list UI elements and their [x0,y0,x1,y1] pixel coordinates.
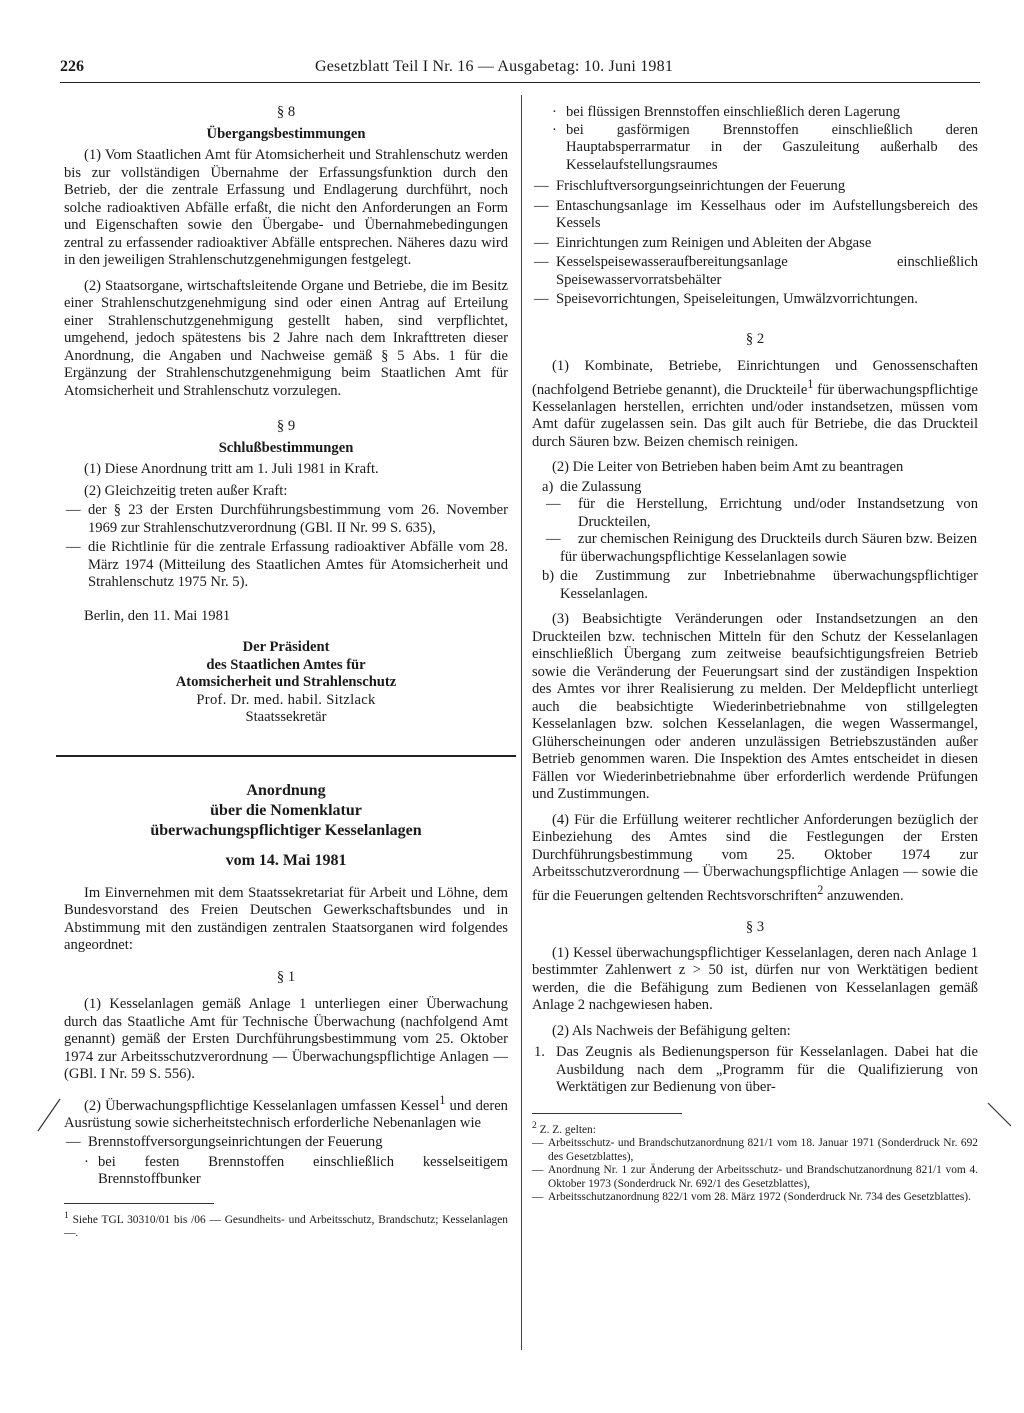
repeal-item-2: — die Richtlinie für die zentrale Erfassung radioaktiver Abfälle vom 28. März 1974 (Mitteilung des Staatlichen Amtes für Atomsicherheit und Strahlenschutz 1975 Nr. 5). [66,539,508,590]
section-9-title: Schlußbestimmungen [218,439,354,456]
section-8-paragraph-2: (2) Staatsorgane, wirtschaftsleitende Organe und Betriebe, die im Besitz einer Strahlenschutzgenehmigung sind oder einen Antrag auf Erteilung einer Strahlenschutzgenehmigung gestellt haben, sind verpflichtet, umgehend, jedoch spätestens bis 2 Jahre nach dem Inkrafttreten dieser Anordnung, die Angaben und Nachweise gemäß § 5 Abs. 1 für die Ergänzung der Strahlenschutzgenehmigung beim Staatlichen Amt für Atomsicherheit und Strahlenschutz vorzulegen. [64,277,508,399]
footnote-ref-1: 1 [439,1092,446,1107]
component-subitem-liquid-fuels: · bei flüssigen Brennstoffen einschließlich deren Lagerung [552,104,901,120]
item-a-subitem-1: — für die Herstellung, Errichtung und/oder Instandsetzung von Druckteilen, [546,496,978,530]
footnote-1: $^1$ Siehe TGL 30310/01 bis /06 — Gesundheits- und Arbeitsschutz, Brandschutz; Kesselanlagen —. [64,1210,508,1240]
section-2-paragraph-4: (4) Für die Erfüllung weiterer rechtlicher Anforderungen bezüglich der Einbeziehung des Amtes sind die Festlegungen der Ersten Durchführungsbestimmung vom 25. Oktober 1974 zur Arbeitsschutzverordnung — Überwachungspflichtige Anlagen — sowie die für die Feuerungen geltenden Rechtsvorschriften$^2$ anzuwenden. [532,811,978,904]
section-3-number: § 3 [745,919,765,936]
section-3-paragraph-1: (1) Kessel überwachungspflichtiger Kesselanlagen, deren nach Anlage 1 bestimmter Zahlenwert z > 50 ist, dürfen nur von Werktätigen bedient werden, die die Befähigung zum Bedienen von Kesselanlagen gemäß Anlage 2 nachgewiesen haben. [532,944,978,1014]
footnote-2: $^2$ Z. Z. gelten: — Arbeitsschutz- und Brandschutzanordnung 821/1 vom 18. Januar 1971 (Sonderdruck Nr. 692 des Gesetzblattes), — Anordnung Nr. 1 zur Änderung der Arbeitsschutz- und Brandschutzanordnung 821/1 vom 4. Oktober 1973 (Sonderdruck Nr. 692/1 des Gesetzblattes), — Arbeitsschutzanordnung 822/1 vom 28. März 1972 (Sonderdruck Nr. 734 des Gesetzblattes). [532,1120,978,1204]
section-2-paragraph-1: (1) Kombinate, Betriebe, Einrichtungen und Genossenschaften (nachfolgend Betriebe genannt), die Druckteile$^1$ für überwachungspflichtige Kesselanlagen herstellen, errichten und/oder instandsetzen, müssen vom Amt dafür zugelassen sein. Das gilt auch für Betriebe, die das Druckteil durch Säuren bzw. Beizen chemisch reinigen. [532,358,979,450]
component-subitem-gaseous-fuels: · bei gasförmigen Brennstoffen einschließlich deren Hauptabsperrarmatur in der Gaszuleitung außerhalb des Kesselaufstellungsraumes [552,121,978,173]
ordinance-date: vom 14. Mai 1981 [225,851,347,869]
component-item-fuel-supply: — Brennstoffversorgungseinrichtungen der Feuerung [66,1134,383,1151]
ordinance-title-1: Anordnung [246,781,326,799]
item-a-subitem-2: — zur chemischen Reinigung des Druckteils durch Säuren bzw. Beizen [546,531,978,548]
section-1-number: § 1 [276,968,296,985]
place-date: Berlin, den 11. Mai 1981 [84,607,231,624]
header-rule [60,82,980,83]
component-item-ash-removal: — Entaschungsanlage im Kesselhaus oder im Aufstellungsbereich des Kessels [534,197,978,231]
footnote-2-item-1: — Arbeitsschutz- und Brandschutzanordnung 821/1 vom 18. Januar 1971 (Sonderdruck Nr. 692 des Gesetzblattes), [532,1137,978,1163]
repeal-item-1: — der § 23 der Ersten Durchführungsbestimmung vom 26. November 1969 zur Strahlenschutzverordnung (GBl. II Nr. 99 S. 635), [66,502,508,536]
left-column [64,104,508,1241]
component-item-fresh-air: — Frischluftversorgungseinrichtungen der Feuerung [534,178,846,194]
section-9-paragraph-2: (2) Gleichzeitig treten außer Kraft: [84,482,288,499]
signatory-title-1: Der Präsident [242,639,330,655]
component-item-feed-devices: — Speisevorrichtungen, Speiseleitungen, Umwälzvorrichtungen. [534,291,918,307]
section-separator [56,755,516,757]
margin-pencil-mark-left [34,1095,64,1135]
section-8-title: Übergangsbestimmungen [206,125,366,142]
section-2-paragraph-2: (2) Die Leiter von Betrieben haben beim Amt zu beantragen [552,459,904,476]
signatory-name: Prof. Dr. med. habil. Sitzlack [196,691,376,708]
footnote-rule-right [532,1113,682,1114]
item-a-tail: für überwachungspflichtige Kesselanlagen sowie [560,548,847,565]
section-2-paragraph-3: (3) Beabsichtigte Veränderungen oder Instandsetzungen an den Druckteilen bzw. technischen Mitteln für den Schutz der Kesselanlagen einschließlich Übergang zum zeitweise beaufsichtigungsfreien Betrieb sowie die Veränderung der Feuerungsart sind der zuständigen Inspektion des Amtes vor ihrer Realisierung zu melden. Der Meldepflicht unterliegt auch die beabsichtigte Wiederinbetriebnahme von stillgelegten Kesselanlagen bzw. solchen Kesselanlagen, die wegen Wassermangel, Glüherscheinungen oder anderen unzulässigen Betriebszuständen außer Betrieb genommen waren. Die Inspektion des Amtes entscheidet in diesen Fällen vor Wiederinbetriebnahme über erforderlich werdende Prüfungen und Zustimmungen. [532,611,978,803]
section-1-paragraph-2: (2) Überwachungspflichtige Kesselanlagen umfassen Kessel$^1$ und deren Ausrüstung sowie sicherheitstechnisch erforderliche Nebenanlagen wie [64,1092,508,1131]
component-subitem-solid-fuels: · bei festen Brennstoffen einschließlich kesselseitigem Brennstoffbunker [84,1153,508,1188]
section-1-paragraph-1: (1) Kesselanlagen gemäß Anlage 1 unterliegen einer Überwachung durch das Staatliche Amt für Technische Überwachung (nachfolgend Amt genannt) gemäß der Ersten Durchführungsbestimmung vom 25. Oktober 1974 zur Arbeitsschutzverordnung — Überwachungspflichtige Anlagen — (GBl. I Nr. 59 S. 556). [64,996,508,1082]
footnote-2-item-2: — Anordnung Nr. 1 zur Änderung der Arbeitsschutz- und Brandschutzanordnung 821/1 vom 4. Oktober 1973 (Sonderdruck Nr. 692/1 des Gesetzblattes), [532,1164,978,1190]
component-item-feedwater-treatment: — Kesselspeisewasseraufbereitungsanlage einschließlich Speisewasservorratsbehälter [534,254,978,288]
right-column [532,104,978,1205]
ordinance-title-2: über die Nomenklatur [210,801,362,819]
signatory-title-2: des Staatlichen Amtes für [206,656,366,673]
section-3-paragraph-2: (2) Als Nachweis der Befähigung gelten: [552,1022,791,1039]
section-9-number: § 9 [276,418,296,434]
signatory-role: Staatssekretär [245,709,327,725]
footnote-rule [64,1203,214,1204]
section-9-paragraph-1: (1) Diese Anordnung tritt am 1. Juli 1981 in Kraft. [84,461,379,477]
running-title: Gesetzblatt Teil I Nr. 16 — Ausgabetag: 10. Juni 1981 [315,58,674,75]
item-a-approval: a) die Zulassung [542,478,642,495]
component-item-flue-gas: — Einrichtungen zum Reinigen und Ableiten der Abgase [534,234,872,251]
section-2-number: § 2 [745,330,765,347]
margin-pencil-mark-right [985,1100,1015,1130]
footnote-ref-1b: 1 [807,376,814,391]
ordinance-title-3: überwachungspflichtiger Kesselanlagen [150,821,422,839]
item-b-consent: b) die Zustimmung zur Inbetriebnahme überwachungspflichtiger Kesselanlagen. [542,568,978,602]
page-number: 226 [60,58,84,75]
signatory-title-3: Atomsicherheit und Strahlenschutz [175,674,397,690]
column-divider [521,95,522,1350]
page-header [60,58,980,82]
preamble: Im Einvernehmen mit dem Staatssekretariat für Arbeit und Löhne, dem Bundesvorstand des Freien Deutschen Gewerkschaftsbundes und in Abstimmung mit den zuständigen zentralen Staatsorganen wird folgendes angeordnet: [64,884,508,953]
proof-item-1: 1. Das Zeugnis als Bedienungsperson für Kesselanlagen. Dabei hat die Ausbildung nach dem „Programm für die Qualifizierung von Werktätigen zur Bedienung von über- [534,1044,978,1096]
footnote-2-item-3: — Arbeitsschutzanordnung 822/1 vom 28. März 1972 (Sonderdruck Nr. 734 des Gesetzblattes). [532,1191,971,1204]
section-8-number: § 8 [276,104,296,120]
footnote-ref-2: 2 [817,882,824,897]
section-8-paragraph-1: (1) Vom Staatlichen Amt für Atomsicherheit und Strahlenschutz werden bis zur vollständigen Übernahme der Erfassungsfunktion durch den Betrieb, der die zentrale Erfassung und Endlagerung durchführt, noch solche radioaktiven Abfälle erfaßt, die nicht den Anforderungen an Form und Eigenschaften sowie den Übergabe- und Übernahmebedingungen zentral zu erfassender radioaktiver Abfälle entsprechen. Näheres dazu wird in den jeweiligen Strahlenschutzgenehmigungen festgelegt. [64,147,508,268]
